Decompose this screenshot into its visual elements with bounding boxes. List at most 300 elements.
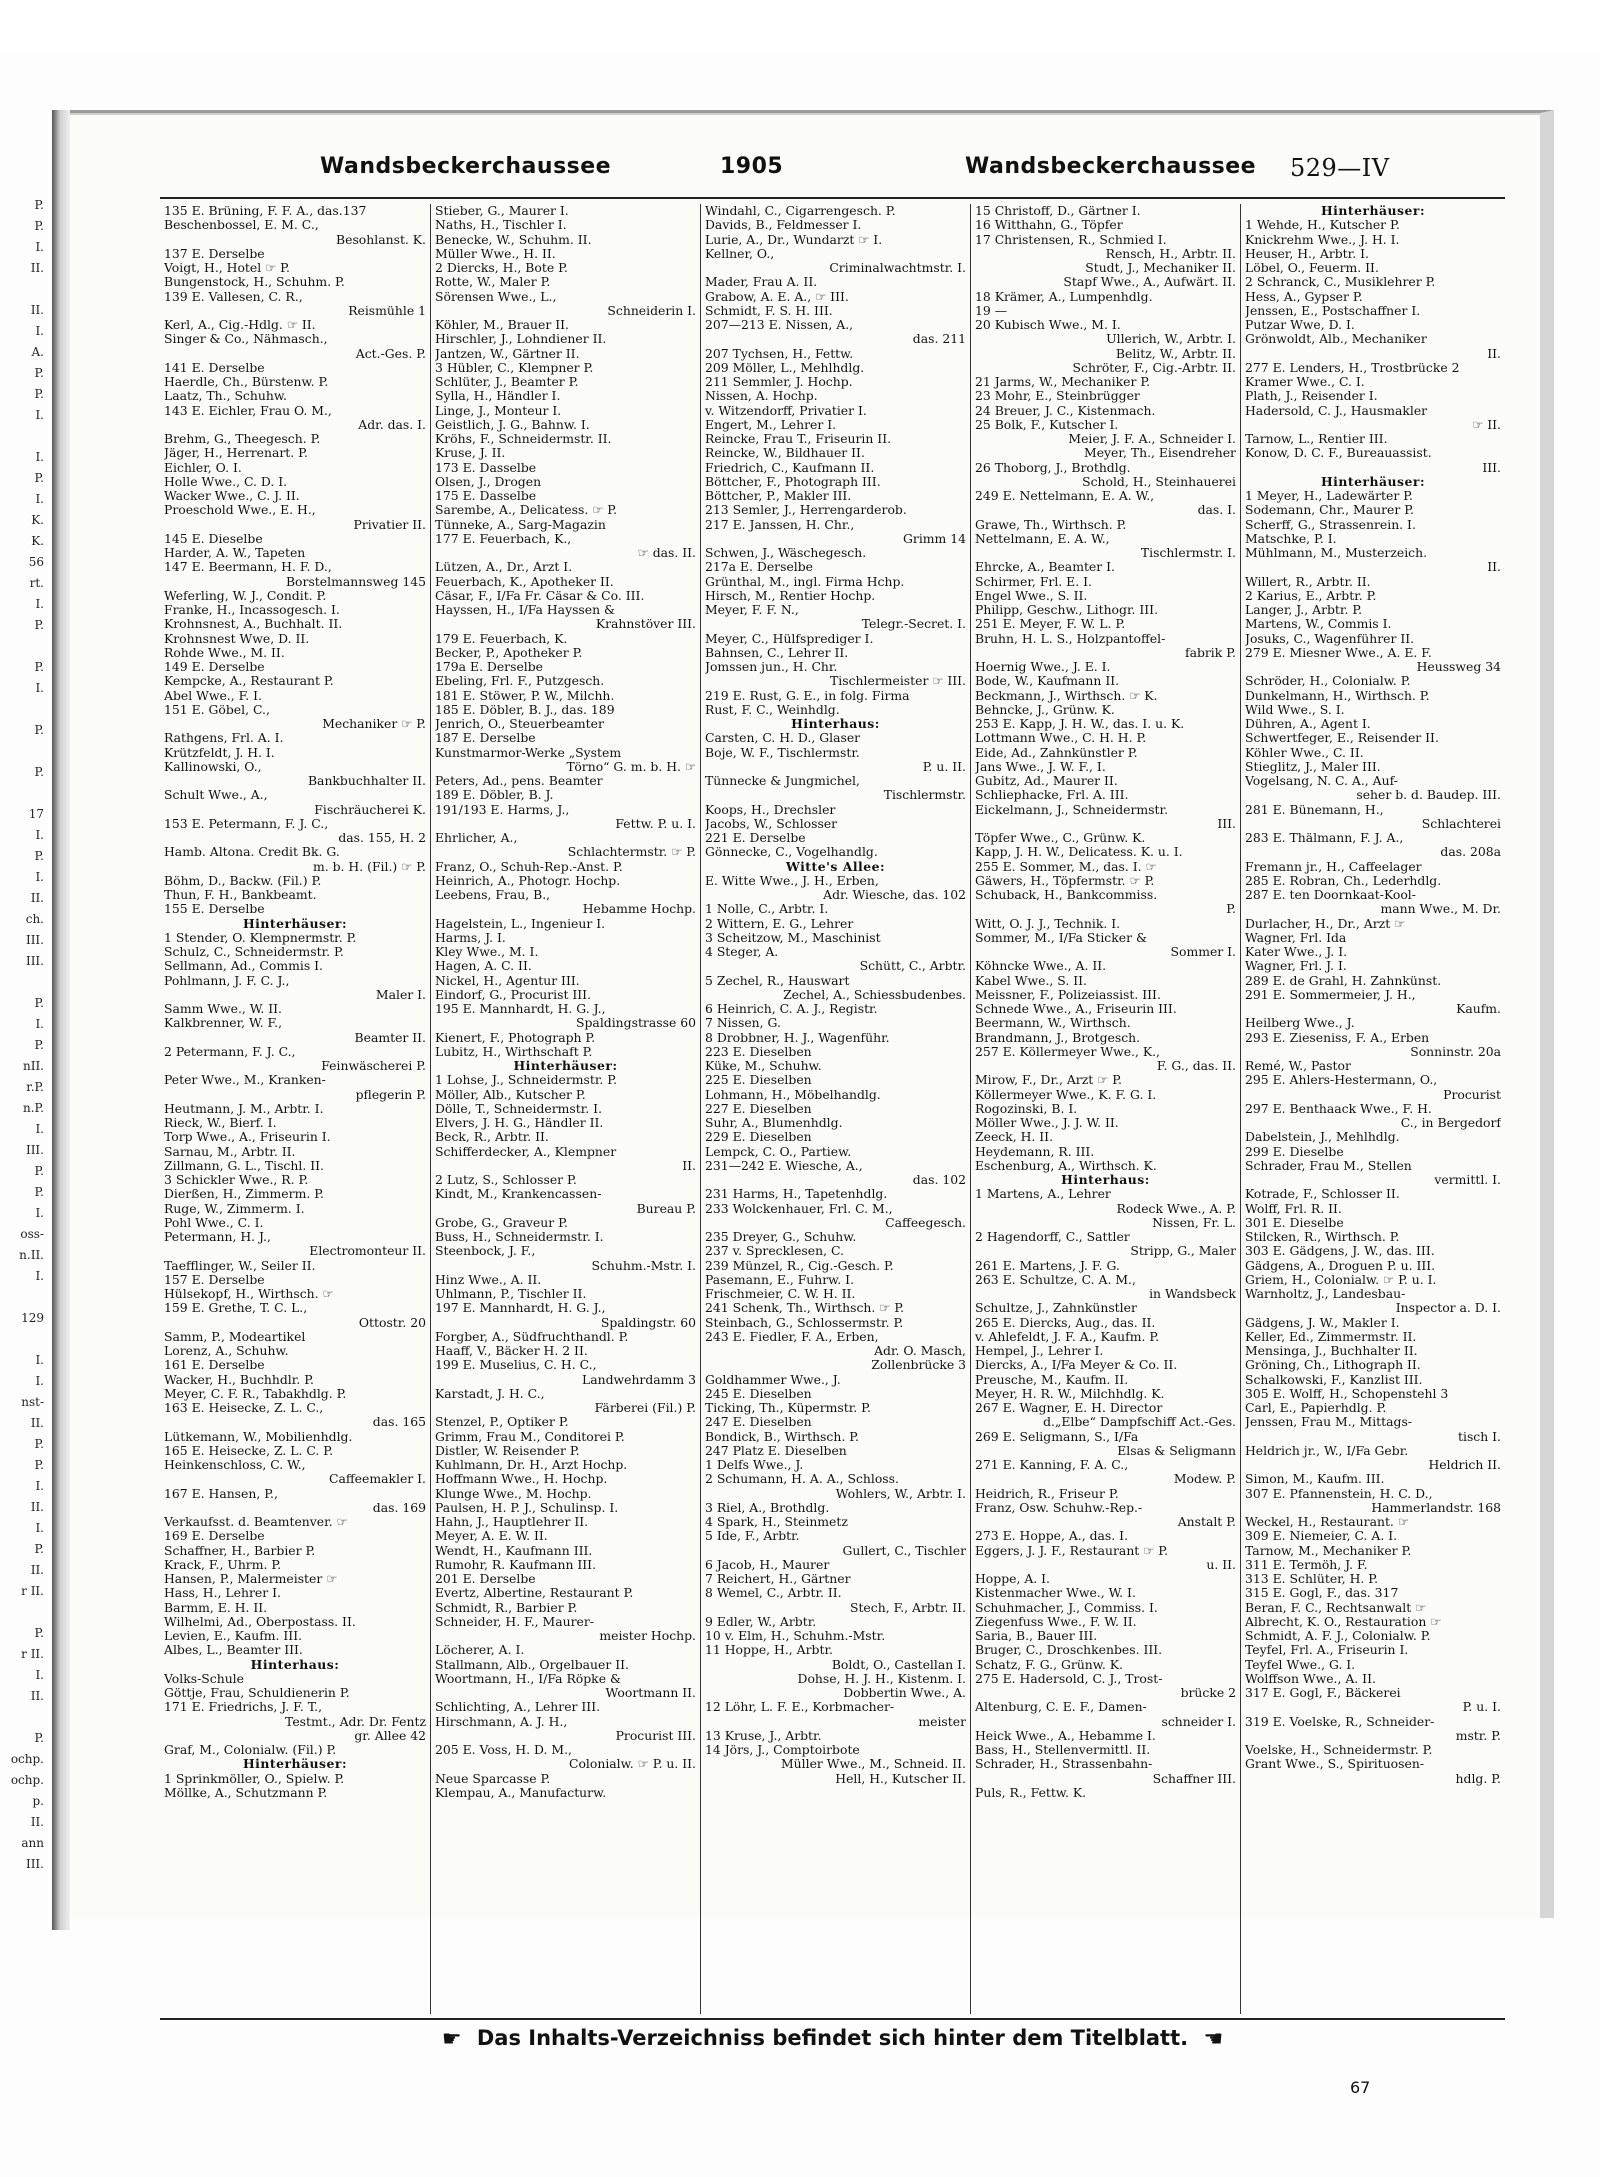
edge-fragment: P. bbox=[34, 1185, 44, 1199]
directory-entry: Diercks, A., I/Fa Meyer & Co. II. bbox=[975, 1358, 1178, 1373]
entry-continuation: Boldt, O., Castellan I. bbox=[831, 1657, 966, 1672]
entry-continuation: Belitz, W., Arbtr. II. bbox=[1115, 346, 1236, 361]
directory-entry: 1 Martens, A., Lehrer bbox=[975, 1187, 1111, 1202]
directory-entry: Kunstmarmor-Werke „System bbox=[435, 745, 622, 760]
edge-fragment: ch. bbox=[25, 912, 44, 926]
directory-entry: Dierßen, H., Zimmerm. P. bbox=[164, 1187, 324, 1202]
street-heading-right: Wandsbeckerchaussee bbox=[965, 154, 1257, 179]
directory-entry: Kater Wwe., J. I. bbox=[1245, 945, 1348, 959]
directory-entry: Taefflinger, W., Seiler II. bbox=[164, 1258, 316, 1273]
directory-entry: Peters, Ad., pens. Beamter bbox=[435, 774, 603, 788]
directory-entry: Stilcken, R., Wirthsch. P. bbox=[1245, 1230, 1400, 1244]
directory-entry: Harms, J. I. bbox=[435, 930, 506, 945]
directory-entry: Franz, Osw. Schuhw.-Rep.- bbox=[975, 1500, 1143, 1515]
edge-fragment: I. bbox=[35, 1353, 44, 1367]
directory-entry: 175 E. Dasselbe bbox=[435, 489, 537, 503]
edge-fragment: II. bbox=[30, 1815, 44, 1829]
directory-entry: Grimm, Frau M., Conditorei P. bbox=[435, 1429, 625, 1444]
directory-entry: 225 E. Dieselben bbox=[705, 1073, 812, 1088]
directory-entry: Meyer, C. F. R., Tabakhdlg. P. bbox=[164, 1386, 347, 1401]
directory-entry: Warnholtz, J., Landesbau- bbox=[1245, 1287, 1406, 1301]
directory-entry: Griem, H., Colonialw. ☞ P. u. I. bbox=[1245, 1272, 1437, 1287]
edge-fragment bbox=[0, 426, 48, 447]
directory-entry: Küke, M., Schuhw. bbox=[705, 1059, 822, 1073]
edge-fragment: P. bbox=[34, 1731, 44, 1745]
directory-entry: Lützen, A., Dr., Arzt I. bbox=[435, 560, 573, 575]
edge-fragment: I. bbox=[35, 870, 44, 884]
directory-entry: 149 E. Derselbe bbox=[164, 660, 265, 674]
directory-entry: 139 E. Vallesen, C. R., bbox=[164, 289, 303, 304]
directory-entry: 279 E. Miesner Wwe., A. E. F. bbox=[1245, 645, 1432, 660]
left-page-edge-fragments bbox=[0, 195, 48, 1915]
section-heading: Hinterhaus: bbox=[791, 717, 880, 731]
directory-entry: Krohnsnest Wwe, D. II. bbox=[164, 631, 310, 646]
entry-continuation: Stapf Wwe., A., Aufwärt. II. bbox=[1063, 275, 1236, 290]
directory-entry: Beschenbossel, E. M. C., bbox=[164, 218, 319, 233]
directory-entry: 289 E. de Grahl, H. Zahnkünst. bbox=[1245, 973, 1442, 988]
entry-continuation: hdlg. P. bbox=[1455, 1771, 1501, 1786]
directory-entry: 251 E. Meyer, F. W. L. P. bbox=[975, 617, 1126, 632]
entry-continuation: mstr. P. bbox=[1455, 1728, 1501, 1743]
directory-entry: 16 Witthahn, G., Töpfer bbox=[975, 218, 1123, 233]
entry-continuation: in Wandsbeck bbox=[1149, 1287, 1236, 1301]
entry-continuation: Anstalt P. bbox=[1177, 1515, 1236, 1529]
entry-continuation: das. 102 bbox=[912, 1173, 966, 1187]
entry-continuation: ☞ das. II. bbox=[637, 546, 696, 560]
directory-entry: Carl, E., Papierhdlg. P. bbox=[1245, 1401, 1387, 1415]
directory-entry: Lohmann, H., Möbelhandlg. bbox=[705, 1087, 881, 1102]
directory-entry: Levien, E., Kaufm. III. bbox=[164, 1629, 303, 1643]
directory-entry: Krohnsnest, A., Buchhalt. II. bbox=[164, 617, 343, 632]
edge-fragment: I. bbox=[35, 828, 44, 842]
directory-entry: Sodemann, Chr., Maurer P. bbox=[1245, 503, 1414, 518]
header-rule bbox=[160, 197, 1505, 199]
directory-entry: Kempcke, A., Restaurant P. bbox=[164, 674, 334, 689]
directory-entry: Barmm, E. H. II. bbox=[164, 1600, 268, 1615]
entry-continuation: Act.-Ges. P. bbox=[355, 346, 426, 361]
directory-entry: Heydemann, R. III. bbox=[975, 1144, 1095, 1159]
directory-entry: Abel Wwe., F. I. bbox=[164, 688, 262, 703]
directory-entry: 229 E. Dieselben bbox=[705, 1130, 812, 1145]
directory-entry: Böttcher, P., Makler III. bbox=[705, 489, 852, 503]
directory-entry: Kistenmacher Wwe., W. I. bbox=[975, 1586, 1136, 1601]
directory-entry: 1 Wehde, H., Kutscher P. bbox=[1245, 218, 1400, 233]
entry-continuation: Colonialw. ☞ P. u. II. bbox=[568, 1757, 696, 1772]
directory-entry: Kerl, A., Cig.-Hdlg. ☞ II. bbox=[164, 318, 316, 332]
directory-entry: Lempck, C. O., Partiew. bbox=[705, 1144, 852, 1159]
directory-entry: 265 E. Diercks, Aug., das. II. bbox=[975, 1315, 1156, 1330]
entry-continuation: Privatier II. bbox=[353, 517, 426, 532]
section-heading: Hinterhäuser: bbox=[242, 1757, 348, 1772]
entry-continuation: das. 208a bbox=[1440, 845, 1501, 860]
entry-continuation: Tischlermstr. bbox=[883, 788, 966, 803]
entry-continuation: Nissen, Fr. L. bbox=[1152, 1215, 1236, 1230]
directory-entry: Rathgens, Frl. A. I. bbox=[164, 731, 284, 746]
directory-entry: Hinz Wwe., A. II. bbox=[435, 1272, 542, 1287]
directory-entry: Zeeck, H. II. bbox=[975, 1130, 1054, 1145]
directory-entry: Weckel, H., Restaurant. ☞ bbox=[1245, 1515, 1409, 1529]
entry-continuation: Heussweg 34 bbox=[1416, 660, 1501, 674]
directory-entry: Mensinga, J., Buchhalter II. bbox=[1245, 1344, 1418, 1358]
directory-entry: Hoppe, A. I. bbox=[975, 1572, 1050, 1586]
edge-fragment: P. bbox=[34, 1458, 44, 1472]
directory-entry: 217 E. Janssen, H. Chr., bbox=[705, 517, 855, 532]
entry-continuation: Schold, H., Steinhauerei bbox=[1082, 474, 1236, 489]
section-heading: Hinterhäuser: bbox=[242, 916, 348, 931]
directory-entry: 263 E. Schultze, C. A. M., bbox=[975, 1272, 1136, 1287]
entry-continuation: Meier, J. F. A., Schneider I. bbox=[1068, 432, 1236, 446]
directory-entry: 245 E. Dieselben bbox=[705, 1386, 812, 1401]
directory-entry: Hirschmann, A. J. H., bbox=[435, 1714, 568, 1729]
edge-fragment: P. bbox=[34, 387, 44, 401]
directory-entry: Gubitz, Ad., Maurer II. bbox=[975, 774, 1118, 788]
directory-entry: Ticking, Th., Küpermstr. P. bbox=[705, 1401, 871, 1415]
entry-continuation: Schuhm.-Mstr. I. bbox=[591, 1258, 696, 1273]
directory-entry: 231 Harms, H., Tapetenhdlg. bbox=[705, 1187, 888, 1202]
directory-entry: Albes, L., Beamter III. bbox=[164, 1643, 303, 1658]
edge-fragment: p. bbox=[32, 1794, 44, 1808]
edge-fragment: ochp. bbox=[10, 1773, 44, 1787]
directory-entry: 207—213 E. Nissen, A., bbox=[705, 318, 854, 332]
directory-entry: Philipp, Geschw., Lithogr. III. bbox=[975, 603, 1159, 617]
directory-entry: 8 Wemel, C., Arbtr. II. bbox=[705, 1586, 842, 1601]
directory-entry: 6 Jacob, H., Maurer bbox=[705, 1557, 830, 1572]
directory-entry: Tarnow, M., Mechaniker P. bbox=[1245, 1543, 1412, 1558]
directory-entry: Göttje, Frau, Schuldienerin P. bbox=[164, 1686, 350, 1700]
directory-entry: 191/193 E. Harms, J., bbox=[435, 802, 570, 817]
directory-entry: 217a E. Derselbe bbox=[705, 560, 814, 575]
directory-entry: Karstadt, J. H. C., bbox=[435, 1386, 545, 1401]
directory-entry: Dunkelmann, H., Wirthsch. P. bbox=[1245, 688, 1430, 703]
edge-fragment: I. bbox=[35, 450, 44, 464]
directory-entry: Schlichting, A., Lehrer III. bbox=[435, 1700, 601, 1715]
directory-entry: 209 Möller, L., Mehlhdlg. bbox=[705, 360, 865, 375]
directory-entry: Schneider, H. F., Maurer- bbox=[435, 1614, 594, 1629]
entry-continuation: Schlachtermstr. ☞ P. bbox=[567, 845, 696, 860]
directory-entry: 145 E. Dieselbe bbox=[164, 531, 263, 546]
entry-continuation: Tischlermeister ☞ III. bbox=[830, 674, 966, 689]
entry-continuation: Stech, F., Arbtr. II. bbox=[849, 1600, 966, 1615]
entry-continuation: Reismühle 1 bbox=[348, 303, 426, 318]
entry-continuation: Rodeck Wwe., A. P. bbox=[1116, 1201, 1236, 1216]
directory-entry: Lorenz, A., Schuhw. bbox=[164, 1344, 289, 1358]
directory-entry: Heuser, H., Arbtr. I. bbox=[1245, 246, 1369, 261]
directory-entry: Petermann, H. J., bbox=[164, 1230, 271, 1244]
edge-fragment: ann bbox=[21, 1836, 44, 1850]
edge-fragment: P. bbox=[34, 1626, 44, 1640]
directory-entry: Böttcher, F., Photograph III. bbox=[705, 474, 881, 489]
entry-continuation: Hammerlandstr. 168 bbox=[1371, 1500, 1501, 1515]
directory-entry: Samm Wwe., W. II. bbox=[164, 1002, 282, 1016]
directory-entry: 247 Platz E. Dieselben bbox=[705, 1443, 847, 1458]
pointing-hand-right-icon: ☚ bbox=[1203, 2026, 1224, 2052]
edge-fragment: P. bbox=[34, 660, 44, 674]
directory-entry: Windahl, C., Cigarrengesch. P. bbox=[705, 204, 896, 218]
directory-entry: Schirmer, Frl. E. I. bbox=[975, 574, 1092, 589]
directory-entry: Eichler, O. I. bbox=[164, 460, 242, 475]
edge-fragment: P. bbox=[34, 723, 44, 737]
directory-entry: Rust, F. C., Weinhdlg. bbox=[705, 702, 840, 717]
directory-entry: Leebens, Frau, B., bbox=[435, 888, 551, 902]
edge-fragment: P. bbox=[34, 471, 44, 485]
directory-entry: 21 Jarms, W., Mechaniker P. bbox=[975, 375, 1151, 389]
directory-entry: 169 E. Derselbe bbox=[164, 1529, 265, 1544]
directory-entry: Evertz, Albertine, Restaurant P. bbox=[435, 1586, 634, 1601]
directory-entry: Hayssen, H., I/Fa Hayssen & bbox=[435, 603, 616, 617]
entry-continuation: Woortmann II. bbox=[605, 1686, 696, 1700]
directory-entry: 315 E. Gogl, F., das. 317 bbox=[1245, 1586, 1399, 1601]
directory-entry: Meissner, F., Polizeiassist. III. bbox=[975, 987, 1161, 1002]
entry-continuation: Elsas & Seligmann bbox=[1117, 1443, 1236, 1458]
edge-fragment bbox=[0, 1287, 48, 1308]
directory-entry: Hempel, J., Lehrer I. bbox=[975, 1344, 1104, 1358]
directory-entry: 6 Heinrich, C. A. J., Registr. bbox=[705, 1002, 878, 1016]
directory-entry: Friedrich, C., Kaufmann II. bbox=[705, 460, 875, 475]
directory-entry: Stenzel, P., Optiker P. bbox=[435, 1415, 569, 1430]
directory-entry: Beckmann, J., Wirthsch. ☞ K. bbox=[975, 688, 1158, 703]
edge-fragment: P. bbox=[34, 366, 44, 380]
directory-entry: Nettelmann, E. A. W., bbox=[975, 531, 1110, 546]
directory-entry: 311 E. Termöh, J. F. bbox=[1245, 1557, 1368, 1572]
directory-entry: 173 E. Dasselbe bbox=[435, 460, 537, 475]
directory-entry: Durlacher, H., Dr., Arzt ☞ bbox=[1245, 916, 1406, 931]
entry-continuation: seher b. d. Baudep. III. bbox=[1356, 788, 1501, 803]
directory-entry: Brandmann, J., Brotgesch. bbox=[975, 1030, 1141, 1045]
directory-entry: Hahn, J., Hauptlehrer II. bbox=[435, 1515, 589, 1529]
directory-entry: Teyfel, Frl. A., Friseurin I. bbox=[1245, 1643, 1409, 1658]
directory-entry: 3 Riel, A., Brothdlg. bbox=[705, 1500, 830, 1515]
directory-entry: 309 E. Niemeier, C. A. I. bbox=[1245, 1529, 1398, 1544]
directory-entry: Schulz, C., Schneidermstr. P. bbox=[164, 945, 344, 959]
directory-entry: Eindorf, G., Procurist III. bbox=[435, 987, 592, 1002]
directory-entry: 2 Schumann, H. A. A., Schloss. bbox=[705, 1472, 899, 1487]
entry-continuation: u. II. bbox=[1206, 1557, 1236, 1572]
directory-entry: Klunge Wwe., M. Hochp. bbox=[435, 1486, 592, 1501]
directory-entry: 313 E. Schlüter, H. P. bbox=[1245, 1572, 1379, 1586]
entry-continuation: Besohlanst. K. bbox=[336, 232, 426, 247]
edge-fragment: I. bbox=[35, 492, 44, 506]
directory-entry: 299 E. Dieselbe bbox=[1245, 1144, 1344, 1159]
entry-continuation: Feinwäscherei P. bbox=[321, 1059, 426, 1073]
edge-fragment: nst- bbox=[21, 1395, 44, 1409]
edge-fragment: ochp. bbox=[10, 1752, 44, 1766]
directory-entry: 319 E. Voelske, R., Schneider- bbox=[1245, 1714, 1435, 1729]
entry-continuation: ☞ II. bbox=[1472, 417, 1501, 432]
directory-entry: Jenssen, Frau M., Mittags- bbox=[1245, 1415, 1412, 1430]
directory-entry: Lurie, A., Dr., Wundarzt ☞ I. bbox=[705, 232, 883, 247]
edge-fragment: III. bbox=[25, 954, 44, 968]
edge-fragment: P. bbox=[34, 1542, 44, 1556]
edge-fragment: II. bbox=[30, 891, 44, 905]
section-heading: Hinterhaus: bbox=[250, 1657, 340, 1672]
directory-entry: 247 E. Dieselben bbox=[705, 1415, 812, 1430]
edge-fragment bbox=[0, 699, 48, 720]
directory-entry: Kröhs, F., Schneidermstr. II. bbox=[435, 432, 612, 446]
entry-continuation: Grimm 14 bbox=[903, 531, 966, 546]
directory-entry: Steinbach, G., Schlossermstr. P. bbox=[705, 1315, 904, 1330]
directory-entry: Jantzen, W., Gärtner II. bbox=[435, 346, 580, 361]
directory-entry: 269 E. Seligmann, S., I/Fa bbox=[975, 1429, 1139, 1444]
directory-entry: Köllermeyer Wwe., K. F. G. I. bbox=[975, 1087, 1157, 1102]
directory-entry: 221 E. Derselbe bbox=[705, 831, 806, 845]
directory-entry: 151 E. Göbel, C., bbox=[164, 702, 270, 717]
entry-continuation: II. bbox=[1487, 346, 1501, 361]
entry-continuation: Maler I. bbox=[375, 987, 426, 1002]
directory-entry: 137 E. Derselbe bbox=[164, 246, 265, 261]
directory-entry: Becker, P., Apotheker P. bbox=[435, 645, 583, 660]
directory-entry: 12 Löhr, L. F. E., Korbmacher- bbox=[705, 1700, 895, 1715]
edge-fragment bbox=[0, 279, 48, 300]
directory-entry: 197 E. Mannhardt, H. G. J., bbox=[435, 1301, 606, 1316]
directory-entry: Schliephacke, Frl. A. III. bbox=[975, 788, 1129, 803]
directory-entry: Grabow, A. E. A., ☞ III. bbox=[705, 289, 849, 304]
directory-entry: Olsen, J., Drogen bbox=[435, 474, 542, 489]
entry-continuation: Gullert, C., Tischler bbox=[842, 1543, 966, 1558]
entry-continuation: Hebamme Hochp. bbox=[582, 902, 696, 917]
directory-entry: 9 Edler, W., Arbtr. bbox=[705, 1614, 817, 1629]
directory-entry: Rotte, W., Maler P. bbox=[435, 275, 551, 290]
directory-entry: Kindt, M., Krankencassen- bbox=[435, 1187, 602, 1202]
entry-continuation: das. 165 bbox=[372, 1415, 426, 1430]
directory-entry: 223 E. Dieselben bbox=[705, 1044, 812, 1059]
edge-fragment: III. bbox=[25, 933, 44, 947]
directory-entry: Kellner, O., bbox=[705, 246, 775, 261]
entry-continuation: Sommer I. bbox=[1170, 945, 1236, 959]
entry-continuation: Bureau P. bbox=[636, 1201, 696, 1216]
directory-entry: Ruge, W., Zimmerm. I. bbox=[164, 1201, 305, 1216]
directory-entry: Grönwoldt, Alb., Mechaniker bbox=[1245, 332, 1427, 347]
directory-entry: Koops, H., Drechsler bbox=[705, 802, 836, 817]
directory-entry: 211 Semmler, J. Hochp. bbox=[705, 375, 853, 389]
directory-entry: 2 Hagendorff, C., Sattler bbox=[975, 1230, 1130, 1244]
directory-entry: Eggers, J. J. F., Restaurant ☞ P. bbox=[975, 1543, 1169, 1558]
directory-entry: Krack, F., Uhrm. P. bbox=[164, 1557, 282, 1572]
directory-entry: Kley Wwe., M. I. bbox=[435, 945, 539, 959]
directory-entry: 233 Wolckenhauer, Frl. C. M., bbox=[705, 1201, 893, 1216]
directory-entry: Schlüter, J., Beamter P. bbox=[435, 375, 579, 389]
directory-entry: Samm, P., Modeartikel bbox=[164, 1329, 306, 1344]
edge-fragment bbox=[0, 636, 48, 657]
directory-entry: Heinkenschloss, C. W., bbox=[164, 1458, 306, 1472]
directory-entry: Klempau, A., Manufacturw. bbox=[435, 1785, 607, 1800]
directory-entry: 297 E. Benthaack Wwe., F. H. bbox=[1245, 1101, 1432, 1116]
edge-fragment: n.P. bbox=[23, 1101, 44, 1115]
directory-entry: 295 E. Ahlers-Hestermann, O., bbox=[1245, 1073, 1438, 1088]
directory-entry: Schröder, H., Colonialw. P. bbox=[1245, 674, 1411, 689]
edge-fragment: P. bbox=[34, 1164, 44, 1178]
directory-entry: Naths, H., Tischler I. bbox=[435, 218, 567, 233]
entry-continuation: Procurist III. bbox=[615, 1728, 696, 1743]
directory-entry: 2 Schranck, C., Musiklehrer P. bbox=[1245, 275, 1436, 290]
edge-fragment: P. bbox=[34, 219, 44, 233]
directory-entry: Rieck, W., Bierf. I. bbox=[164, 1116, 277, 1130]
directory-entry: 2 Wittern, E. G., Lehrer bbox=[705, 916, 854, 931]
edge-fragment: I. bbox=[35, 1122, 44, 1136]
entry-continuation: Adr. O. Masch, bbox=[874, 1344, 966, 1358]
directory-entry: Heldrich jr., W., I/Fa Gebr. bbox=[1245, 1443, 1409, 1458]
directory-entry: Paulsen, H. P. J., Schulinsp. I. bbox=[435, 1500, 619, 1515]
directory-entry: Jomssen jun., H. Chr. bbox=[705, 660, 838, 674]
entry-continuation: das. 155, H. 2 bbox=[338, 831, 426, 845]
edge-fragment: rt. bbox=[29, 576, 44, 590]
directory-entry: Beran, F. C., Rechtsanwalt ☞ bbox=[1245, 1600, 1427, 1615]
directory-entry: Teyfel Wwe., G. I. bbox=[1245, 1657, 1356, 1672]
directory-entry: 293 E. Zieseniss, F. A., Erben bbox=[1245, 1030, 1430, 1045]
directory-entry: Gröning, Ch., Lithograph II. bbox=[1245, 1358, 1421, 1373]
directory-entry: Rohde Wwe., M. II. bbox=[164, 645, 285, 660]
directory-entry: Thun, F. H., Bankbeamt. bbox=[164, 888, 317, 902]
directory-entry: 239 Münzel, R., Cig.-Gesch. P. bbox=[705, 1258, 894, 1273]
directory-entry: Wolff, Frl. R. II. bbox=[1245, 1201, 1342, 1216]
directory-entry: Schwertfeger, E., Reisender II. bbox=[1245, 731, 1439, 746]
directory-entry: 159 E. Grethe, T. C. L., bbox=[164, 1301, 308, 1316]
directory-entry: 1 Meyer, H., Ladewärter P. bbox=[1245, 489, 1413, 503]
entry-continuation: Zechel, A., Schiessbudenbes. bbox=[783, 987, 966, 1002]
directory-entry: Woortmann, H., I/Fa Röpke & bbox=[435, 1671, 621, 1686]
directory-entry: 271 E. Kanning, F. A. C., bbox=[975, 1458, 1129, 1472]
edge-fragment: P. bbox=[34, 1437, 44, 1451]
entry-continuation: Kaufm. bbox=[1456, 1002, 1501, 1016]
directory-entry: Harder, A. W., Tapeten bbox=[164, 546, 306, 560]
directory-entry: Franke, H., Incassogesch. I. bbox=[164, 603, 340, 617]
edge-fragment: P. bbox=[34, 849, 44, 863]
directory-entry: Sarnau, M., Arbtr. II. bbox=[164, 1144, 296, 1159]
directory-entry: Schult Wwe., A., bbox=[164, 788, 268, 803]
entry-continuation: Inspector a. D. I. bbox=[1395, 1301, 1501, 1316]
directory-entry: Köhncke Wwe., A. II. bbox=[975, 959, 1107, 974]
directory-entry: Stieber, G., Maurer I. bbox=[435, 204, 569, 218]
directory-entry: Holle Wwe., C. D. I. bbox=[164, 474, 288, 489]
directory-entry: Knickrehm Wwe., J. H. I. bbox=[1245, 232, 1400, 247]
footer-notice-text: Das Inhalts-Verzeichniss befindet sich hinter dem Titelblatt. bbox=[476, 2026, 1189, 2050]
entry-continuation: Caffeemakler I. bbox=[329, 1472, 426, 1487]
directory-entry: Hamb. Altona. Credit Bk. G. bbox=[164, 845, 340, 860]
directory-entry: Albrecht, K. O., Restauration ☞ bbox=[1245, 1614, 1442, 1629]
directory-entry: Gönnecke, C., Vogelhandlg. bbox=[705, 845, 878, 860]
directory-entry: Hess, A., Gypser P. bbox=[1245, 289, 1363, 304]
directory-entry: Josuks, C., Wagenführer II. bbox=[1245, 631, 1415, 646]
directory-entry: Sarembe, A., Delicatess. ☞ P. bbox=[435, 503, 618, 518]
directory-entry: Jans Wwe., J. W. F., I. bbox=[975, 759, 1106, 774]
entry-continuation: Mechaniker ☞ P. bbox=[322, 717, 426, 731]
directory-entry: Putzar Wwe, D. I. bbox=[1245, 318, 1355, 332]
directory-entry: 287 E. ten Doornkaat-Kool- bbox=[1245, 888, 1416, 902]
directory-entry: 3 Scheitzow, M., Maschinist bbox=[705, 930, 881, 945]
directory-entry: 275 E. Hadersold, C. J., Trost- bbox=[975, 1671, 1163, 1686]
directory-entry: 15 Christoff, D., Gärtner I. bbox=[975, 204, 1141, 218]
entry-continuation: meister bbox=[918, 1714, 966, 1729]
directory-entry: 143 E. Eichler, Frau O. M., bbox=[164, 403, 332, 418]
directory-entry: 11 Hoppe, H., Arbtr. bbox=[705, 1643, 833, 1658]
directory-entry: 157 E. Derselbe bbox=[164, 1272, 265, 1287]
directory-entry: 163 E. Heisecke, Z. L. C., bbox=[164, 1401, 324, 1415]
directory-entry: Löcherer, A. I. bbox=[435, 1643, 525, 1658]
directory-entry: 201 E. Derselbe bbox=[435, 1572, 536, 1586]
directory-entry: 199 E. Muselius, C. H. C., bbox=[435, 1358, 597, 1373]
edge-fragment: III. bbox=[25, 1857, 44, 1871]
directory-entry: Heidrich, R., Friseur P. bbox=[975, 1486, 1119, 1501]
section-heading: Witte's Allee: bbox=[785, 859, 886, 874]
directory-entry: Singer & Co., Nähmasch., bbox=[164, 332, 328, 347]
directory-entry: 243 E. Fiedler, F. A., Erben, bbox=[705, 1329, 879, 1344]
directory-entry: Nissen, A. Hochp. bbox=[705, 389, 818, 404]
directory-entry: Wilhelmi, Ad., Oberpostass. II. bbox=[164, 1614, 356, 1629]
directory-entry: Boje, W. F., Tischlermstr. bbox=[705, 745, 860, 760]
directory-entry: Nickel, H., Agentur III. bbox=[435, 973, 580, 988]
directory-entry: Martens, W., Commis I. bbox=[1245, 617, 1392, 632]
entry-continuation: Sonninstr. 20a bbox=[1410, 1044, 1501, 1059]
edge-fragment: II. bbox=[30, 1689, 44, 1703]
